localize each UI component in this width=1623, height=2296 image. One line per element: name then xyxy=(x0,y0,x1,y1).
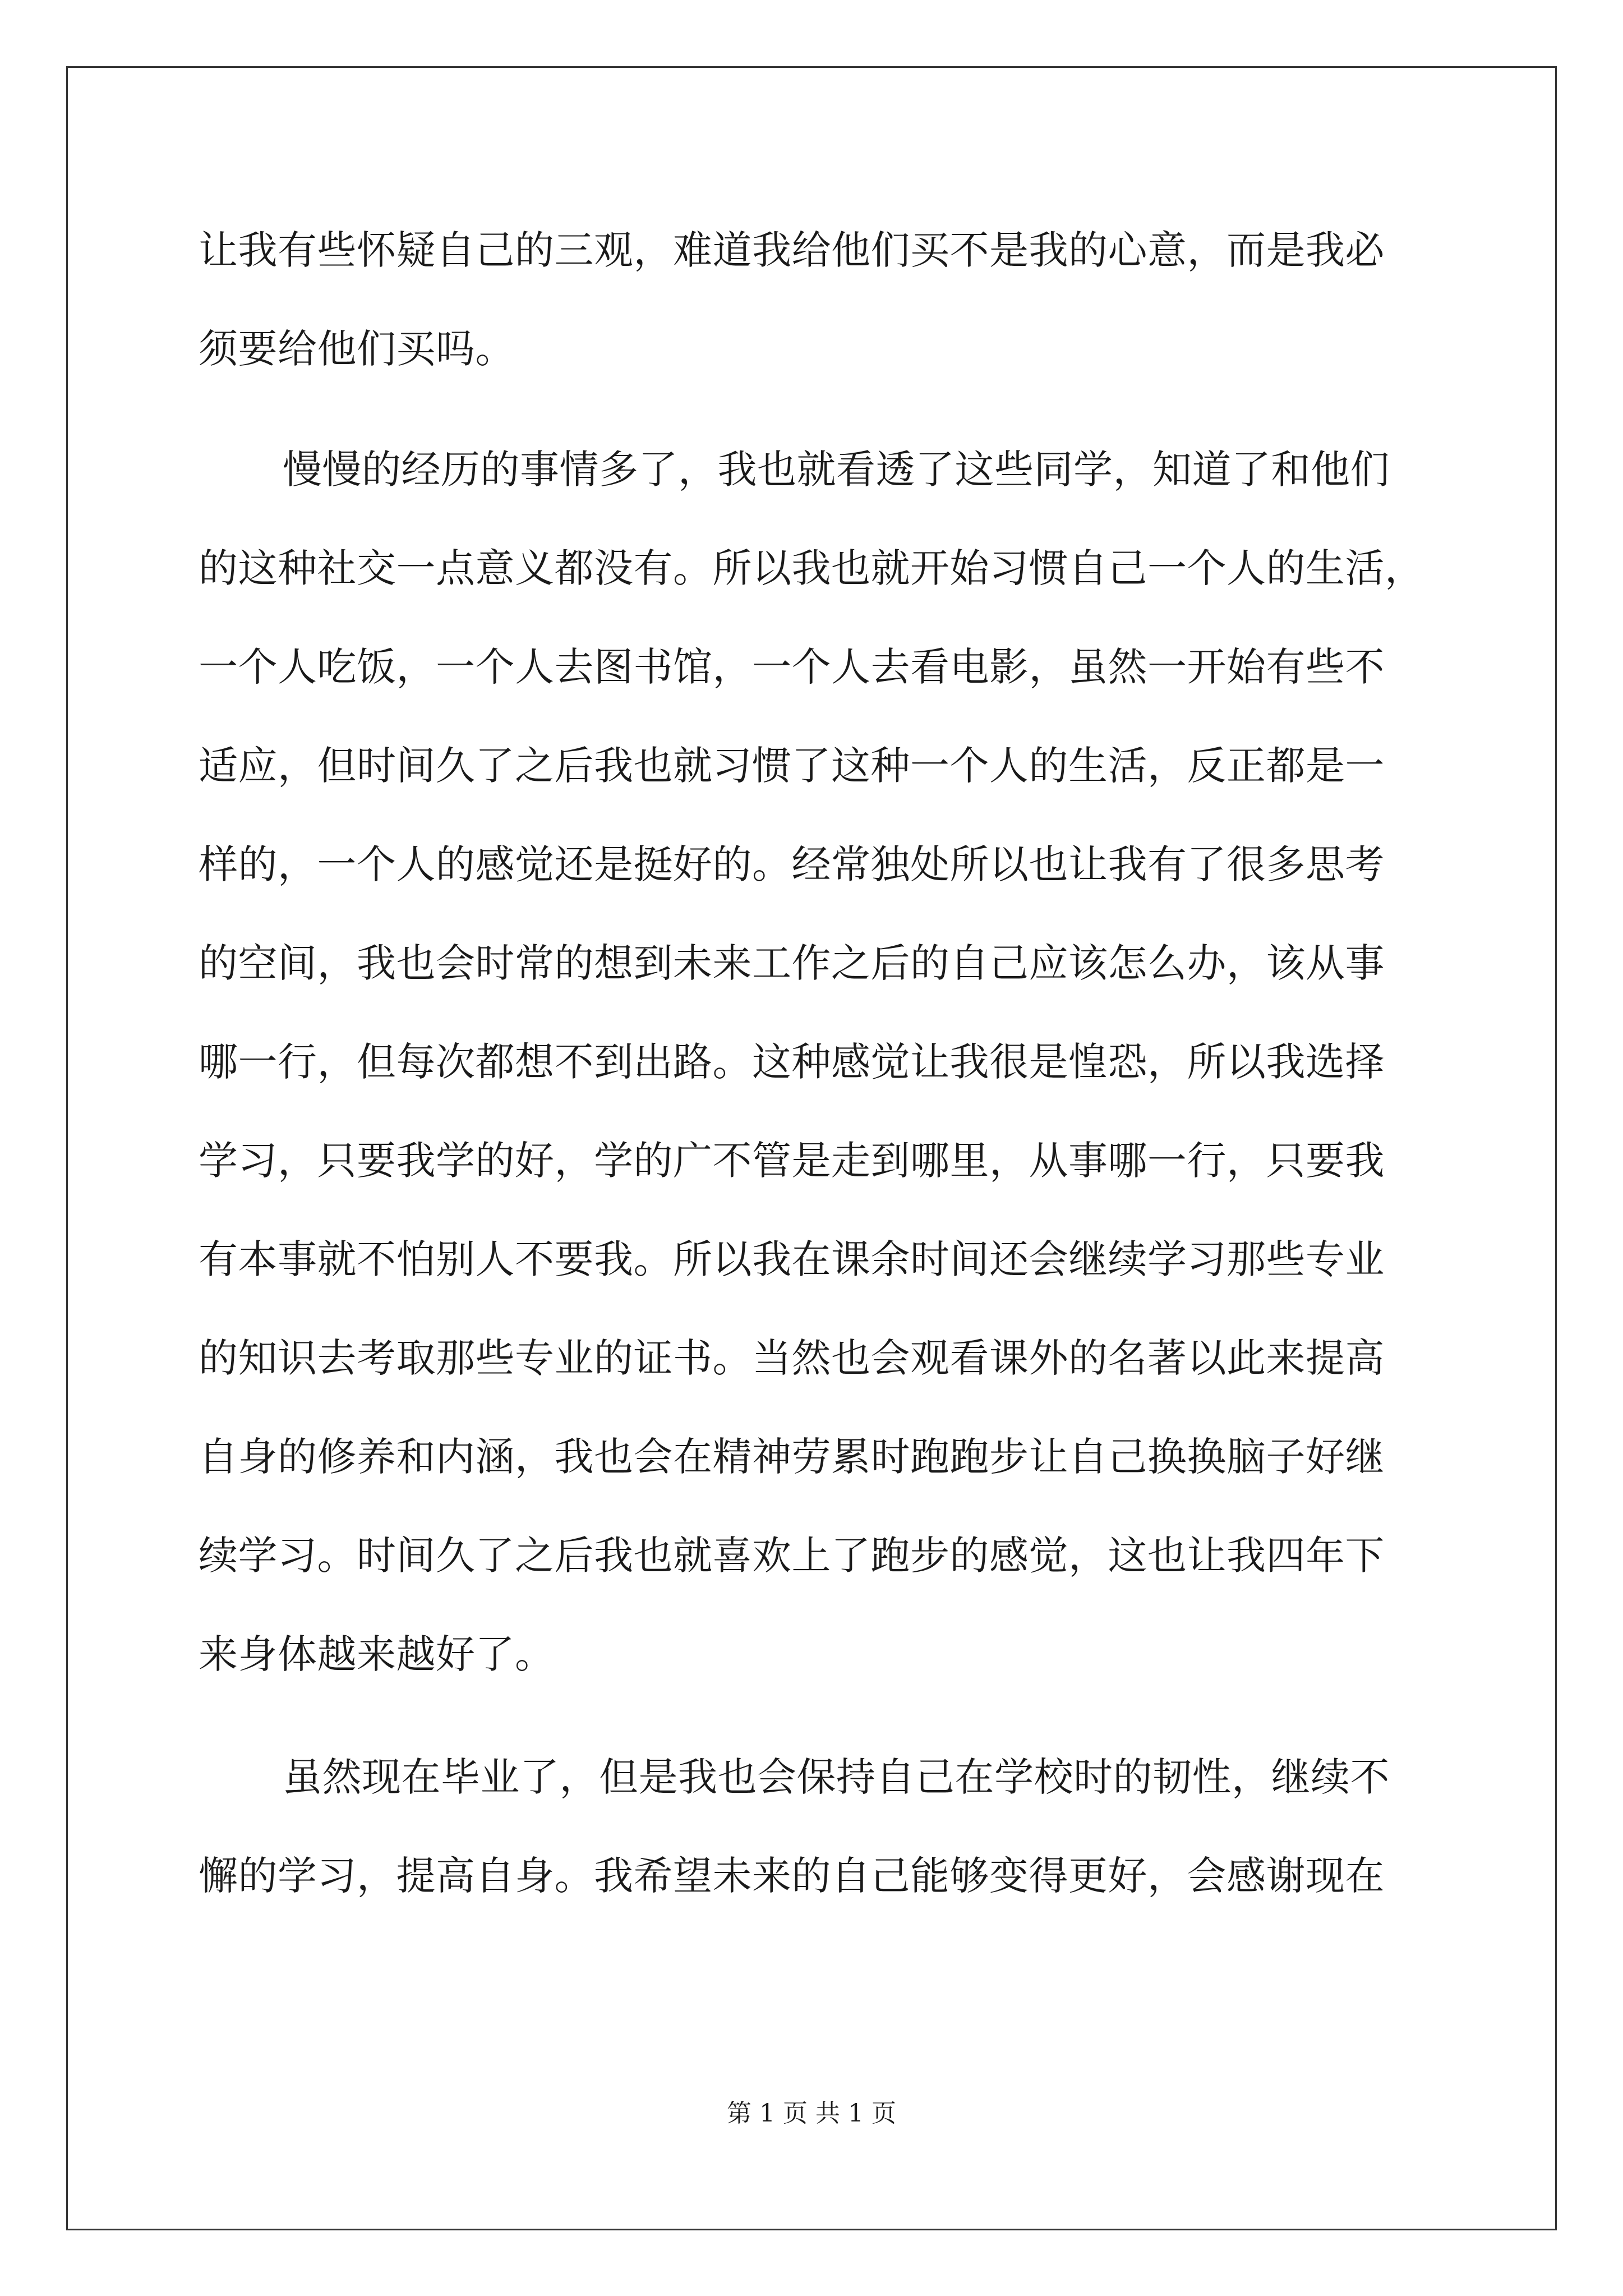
text-line: 适应，但时间久了之后我也就习惯了这种一个人的生活，反正都是一 xyxy=(199,743,1385,789)
text-line: 哪一行，但每次都想不到出路。这种感觉让我很是惶恐，所以我选择 xyxy=(199,1039,1385,1085)
text-line: 自身的修养和内涵，我也会在精神劳累时跑跑步让自己换换脑子好继 xyxy=(199,1434,1385,1480)
text-line: 学习，只要我学的好，学的广不管是走到哪里，从事哪一行，只要我 xyxy=(199,1138,1385,1184)
paragraph-start-line: 虽然现在毕业了，但是我也会保持自己在学校时的韧性，继续不 xyxy=(283,1754,1390,1800)
text-line: 的空间，我也会时常的想到未来工作之后的自己应该怎么办，该从事 xyxy=(199,940,1385,986)
text-line: 有本事就不怕别人不要我。所以我在课余时间还会继续学习那些专业 xyxy=(199,1236,1385,1282)
text-line: 的知识去考取那些专业的证书。当然也会观看课外的名著以此来提高 xyxy=(199,1335,1385,1381)
text-line: 让我有些怀疑自己的三观，难道我给他们买不是我的心意，而是我必 xyxy=(199,227,1385,273)
text-line: 懈的学习，提高自身。我希望未来的自己能够变得更好，会感谢现在 xyxy=(199,1853,1385,1899)
text-line: 须要给他们买吗。 xyxy=(199,326,515,372)
page-number-footer: 第 1 页 共 1 页 xyxy=(727,2099,896,2128)
text-line: 样的，一个人的感觉还是挺好的。经常独处所以也让我有了很多思考 xyxy=(199,841,1385,887)
text-line: 续学习。时间久了之后我也就喜欢上了跑步的感觉，这也让我四年下 xyxy=(199,1533,1385,1579)
text-line: 的这种社交一点意义都没有。所以我也就开始习惯自己一个人的生活， xyxy=(199,545,1424,591)
paragraph-start-line: 慢慢的经历的事情多了，我也就看透了这些同学，知道了和他们 xyxy=(283,447,1390,493)
text-line: 来身体越来越好了。 xyxy=(199,1631,555,1677)
text-line: 一个人吃饭，一个人去图书馆，一个人去看电影，虽然一开始有些不 xyxy=(199,644,1385,690)
